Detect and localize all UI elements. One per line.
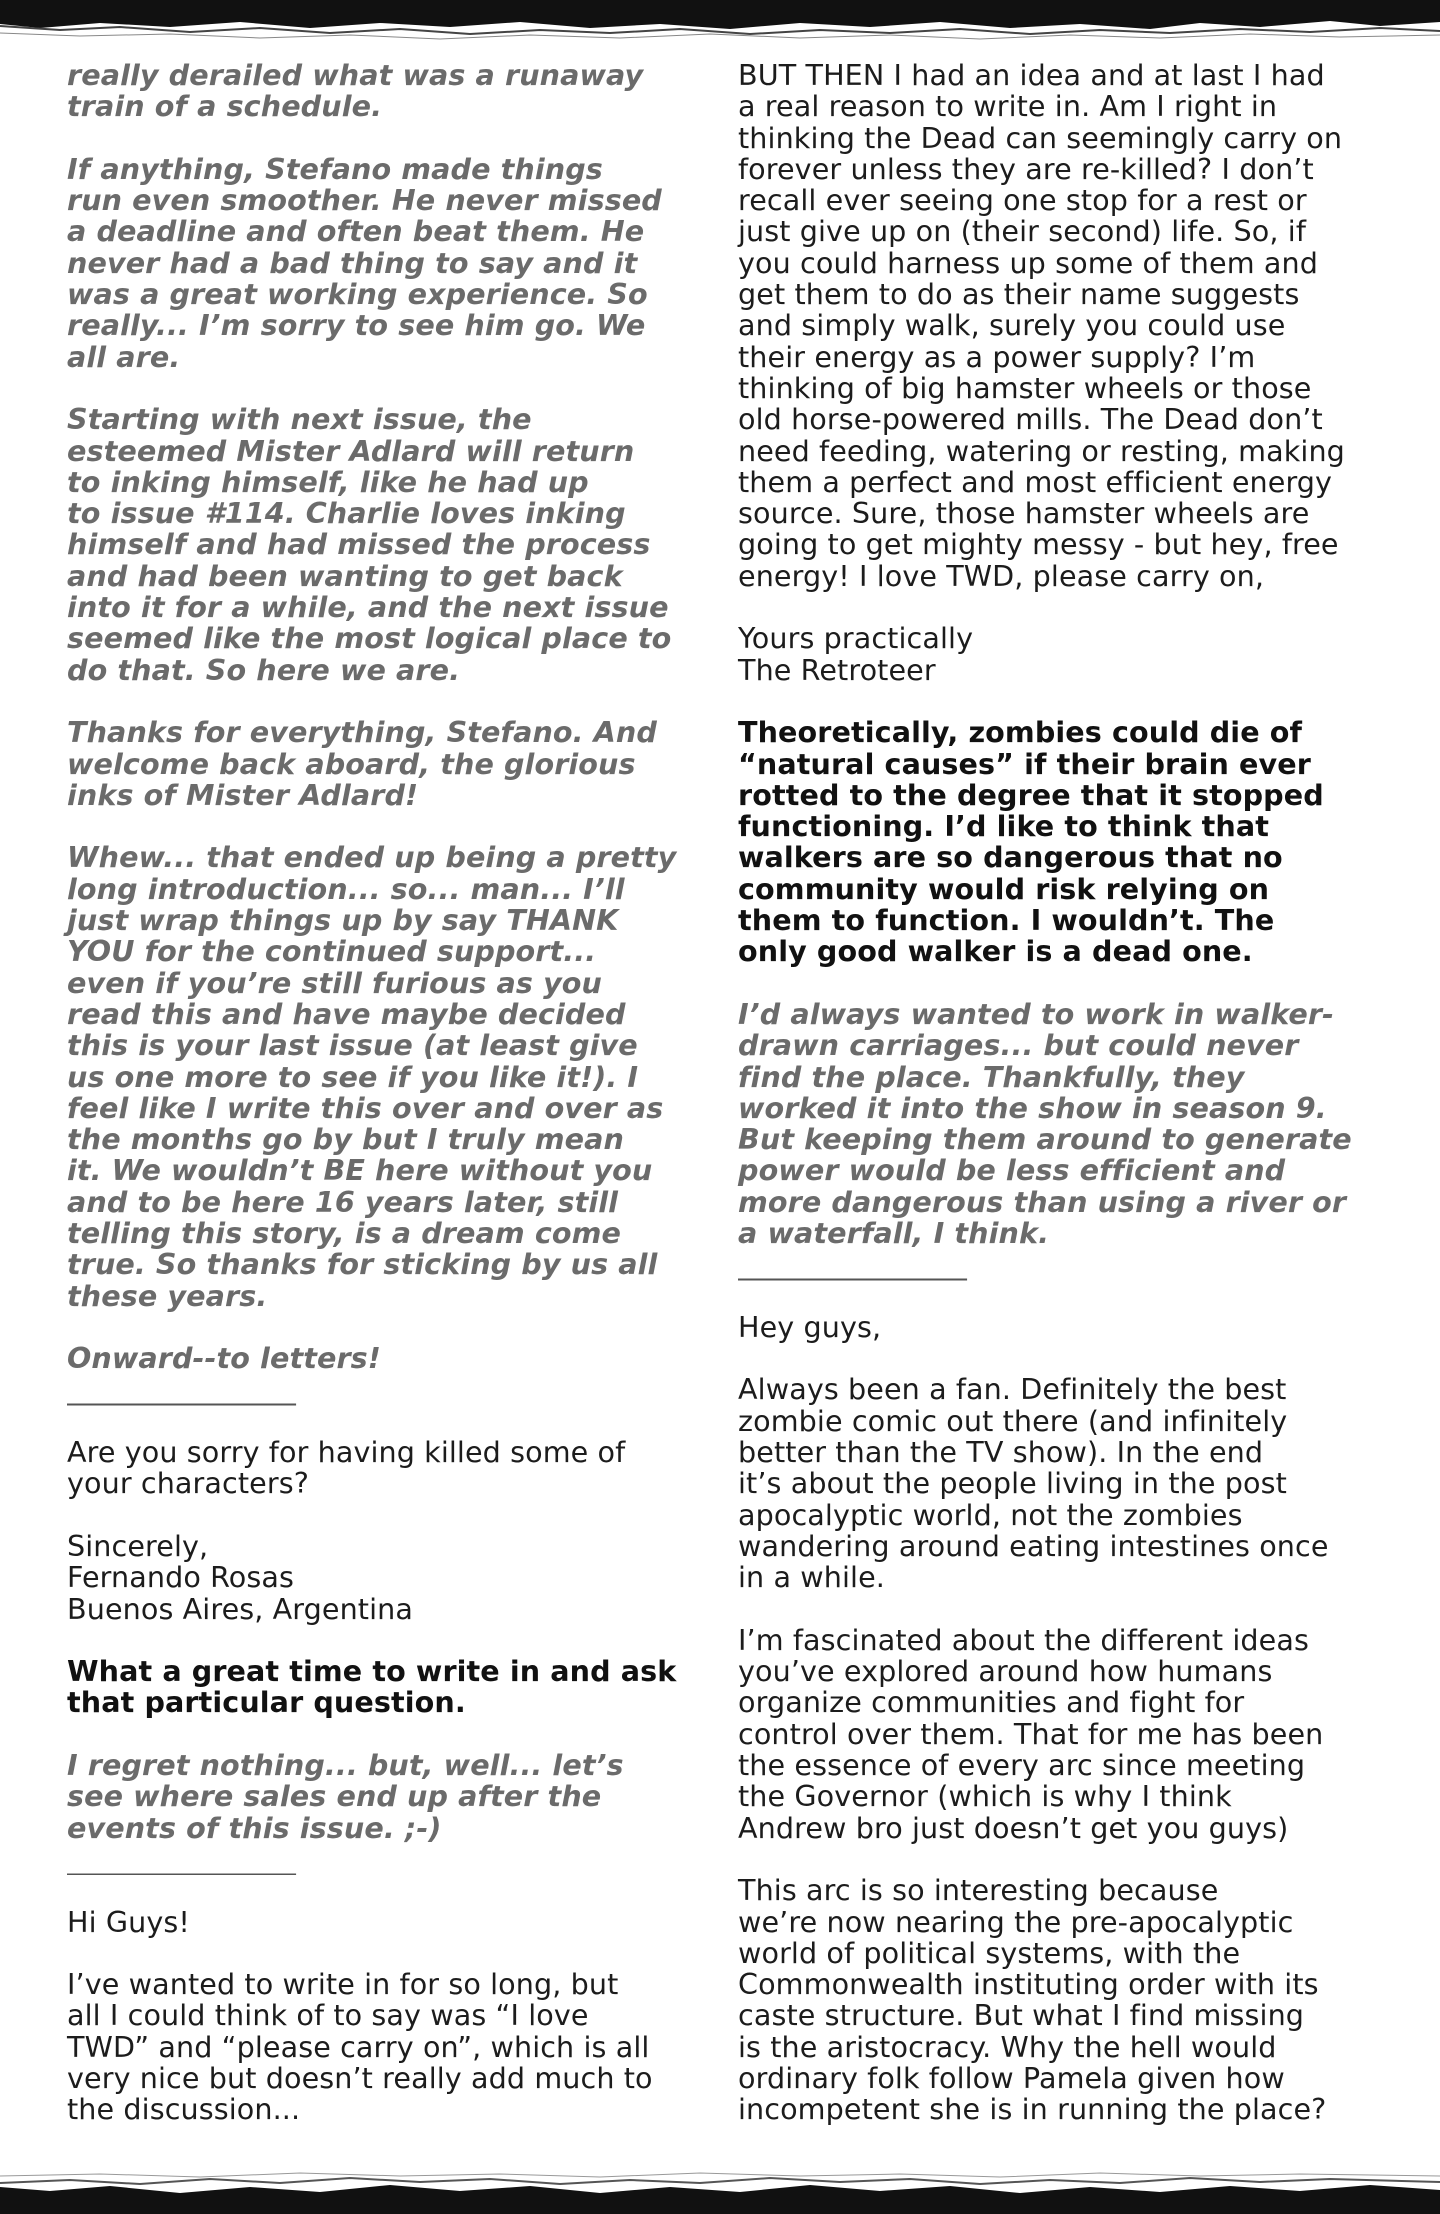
letter-paragraph: Are you sorry for having killed some of your characters?	[67, 1435, 626, 1501]
letter-paragraph: This arc is so interesting because we’re now nearing the pre-apocalyptic world of political systems, with the Commonwealth instituting order with its caste structure. But what I find missing is the aristocracy. Why the hell would ordinary folk follow Pamela given how incompetent she is in running the place?	[738, 1873, 1327, 2127]
editor-response-paragraph: Onward--to letters!	[67, 1341, 381, 1376]
bottom-border	[0, 2168, 1440, 2214]
letter-paragraph: Sincerely, Fernando Rosas Buenos Aires, Argentina	[67, 1528, 414, 1626]
section-divider: ________________	[67, 1374, 296, 1406]
letter-paragraph: Yours practically The Retroteer	[738, 621, 974, 687]
letter-paragraph: Hi Guys!	[67, 1904, 190, 1939]
letter-paragraph: I’m fascinated about the different ideas you’ve explored around how humans organize communities and fight for control over them. That for me has been the essence of every arc since meeting the Governor (which is why I think Andrew bro just doesn’t get you guys)	[738, 1622, 1324, 1845]
letter-paragraph: BUT THEN I had an idea and at last I had a real reason to write in. Am I right in thinking the Dead can seemingly carry on forever unless they are re-killed? I don’t recall ever seeing one stop for a rest or just give up on (their second) life. So, if you could harness up some of them and get them to do as their name suggests and simply walk, surely you could use their energy as a power supply? I’m thinking of big hamster wheels or those old horse-powered mills. The Dead don’t need feeding, watering or resting, making them a perfect and most efficient energy source. Sure, those hamster wheels are going to get mighty messy - but hey, free energy! I love TWD, please carry on,	[738, 58, 1345, 593]
top-border	[0, 0, 1440, 50]
section-divider: ________________	[67, 1843, 296, 1876]
reply-paragraph: What a great time to write in and ask that particular question.	[67, 1654, 677, 1720]
reply-paragraph: Theoretically, zombies could die of “natural causes” if their brain ever rotted to the degree that it stopped functioning. I’d like to think that walkers are so dangerous that no community would risk relying on them to function. I wouldn’t. The only good walker is a dead one.	[738, 715, 1324, 969]
editor-response-paragraph: really derailed what was a runaway train of a schedule.	[67, 58, 644, 124]
editor-response-paragraph: If anything, Stefano made things run even smoother. He never missed a deadline and often beat them. He never had a bad thing to say and it was a great working experience. So really... I’m sorry to see him go. We all are.	[67, 151, 662, 374]
letter-paragraph: Always been a fan. Definitely the best zombie comic out there (and infinitely better than the TV show). In the end it’s about the people living in the post apocalyptic world, not the zombies wandering around eating intestines once in a while.	[738, 1372, 1329, 1595]
editor-response-paragraph: I’d always wanted to work in walker- drawn carriages... but could never find the place. Thankfully, they worked it into the show in season 9. But keeping them around to generate power would be less efficient and more dangerous than using a river or a waterfall, I think.	[738, 996, 1352, 1250]
editor-response-paragraph: I regret nothing... but, well... let’s see where sales end up after the events of this issue. ;-)	[67, 1748, 624, 1845]
left-column	[67, 60, 703, 2157]
letter-paragraph: Hey guys,	[738, 1309, 882, 1344]
editor-response-paragraph: Thanks for everything, Stefano. And welcome back aboard, the glorious inks of Mister Adlard!	[67, 715, 657, 812]
letter-paragraph: I’ve wanted to write in for so long, but all I could think of to say was “I love TWD” and “please carry on”, which is all very nice but doesn’t really add much to the discussion...	[67, 1967, 653, 2127]
editor-response-paragraph: Starting with next issue, the esteemed Mister Adlard will return to inking himself, like he had up to issue #114. Charlie loves inking himself and had missed the process and had been wanting to get back into it for a while, and the next issue seemed like the most logical place to do that. So here we are.	[67, 402, 672, 687]
section-divider: ________________	[738, 1249, 967, 1281]
editor-response-paragraph: Whew... that ended up being a pretty long introduction... so... man... I’ll just wrap things up by say THANK YOU for the continued support... even if you’re still furious as you read this and have maybe decided this is your last issue (at least give us one more to see if you like it!). I feel like I write this over and over as the months go by but I truly mean it. We wouldn’t BE here without you and to be here 16 years later, still telling this story, is a dream come true. So thanks for sticking by us all these years.	[67, 840, 677, 1313]
right-column	[738, 60, 1378, 2157]
